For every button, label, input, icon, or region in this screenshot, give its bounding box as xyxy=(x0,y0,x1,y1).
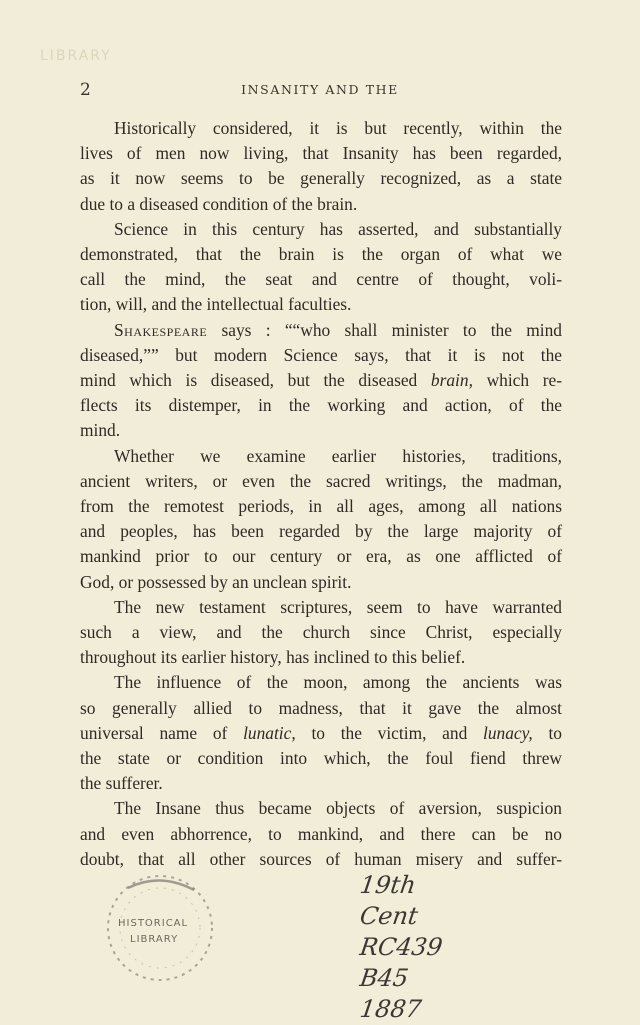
text-run: which re- xyxy=(472,370,562,391)
paragraph-6 xyxy=(80,670,562,796)
shelfmark-line: B45 xyxy=(358,964,411,992)
body-text xyxy=(80,116,562,872)
text-line: so generally allied to madness, that it gave the almost xyxy=(80,697,562,718)
text-line xyxy=(80,368,562,393)
text-line: the sufferer. xyxy=(80,773,163,794)
paragraph-1 xyxy=(80,116,562,217)
text-line: mankind prior to our century or era, as one afflicted of xyxy=(80,546,562,567)
text-line: Whether we examine earlier histories, traditions, xyxy=(114,445,562,466)
text-line: ancient writers, or even the sacred writings, the madman, xyxy=(80,470,562,491)
text-line: the state or condition into which, the foul fiend threw xyxy=(80,748,562,769)
text-line: doubt, that all other sources of human misery and suffer- xyxy=(80,848,562,869)
text-line: and peoples, has been regarded by the large majority of xyxy=(80,521,562,542)
library-stamp xyxy=(98,866,228,994)
text-line: mind. xyxy=(80,420,121,441)
author-name: Shakespeare xyxy=(114,319,208,340)
text-line: demonstrated, that the brain is the organ of what we xyxy=(80,244,562,265)
text-run: to xyxy=(532,722,562,743)
text-line: as it now seems to be generally recognized, as a state xyxy=(80,168,562,189)
text-line: due to a diseased condition of the brain. xyxy=(80,193,358,214)
italic-word: brain, xyxy=(430,370,473,391)
text-line: diseased,”” but modern Science says, that it is not the xyxy=(80,344,562,365)
text-line xyxy=(80,318,562,343)
text-line: The Insane thus became objects of aversion, suspicion xyxy=(114,798,562,819)
text-line xyxy=(80,721,562,746)
paragraph-5 xyxy=(80,595,562,671)
text-run: to the victim, and xyxy=(295,722,483,743)
shelfmark-line: 1887 xyxy=(358,995,424,1023)
text-line: God, or possessed by an unclean spirit. xyxy=(80,571,352,592)
shelfmark-line: RC439 xyxy=(358,933,445,961)
page-header xyxy=(0,80,640,100)
stamp-text-line: LIBRARY xyxy=(130,934,179,945)
text-line: Science in this century has asserted, and substantially xyxy=(114,218,562,239)
text-line: Historically considered, it is but recently, within the xyxy=(114,118,562,138)
running-head: INSANITY AND THE xyxy=(241,82,399,97)
paragraph-4 xyxy=(80,444,562,595)
text-line: flects its distemper, in the working and action, of the xyxy=(80,395,562,416)
text-run: says : ““who shall minister to the mind xyxy=(207,319,562,340)
page-number: 2 xyxy=(80,80,91,100)
text-line: from the remotest periods, in all ages, among all nations xyxy=(80,496,562,517)
italic-word: lunacy, xyxy=(483,722,533,743)
paragraph-2 xyxy=(80,217,562,318)
text-line: and even abhorrence, to mankind, and there can be no xyxy=(80,823,562,844)
text-line: The new testament scriptures, seem to have warranted xyxy=(114,596,562,617)
stamp-text-line: HISTORICAL xyxy=(118,918,189,929)
text-line: The influence of the moon, among the ancients was xyxy=(114,672,562,693)
paragraph-7 xyxy=(80,796,562,872)
text-line: throughout its earlier history, has inclined to this belief. xyxy=(80,647,466,668)
text-run: mind which is diseased, but the diseased xyxy=(80,370,431,391)
text-line: lives of men now living, that Insanity has been regarded, xyxy=(80,143,562,164)
text-line: tion, will, and the intellectual faculties. xyxy=(80,294,352,315)
italic-word: lunatic, xyxy=(243,722,296,743)
handwritten-shelfmark xyxy=(358,870,470,1023)
text-line: call the mind, the seat and centre of thought, voli- xyxy=(80,269,562,290)
text-line: such a view, and the church since Christ, especially xyxy=(80,622,562,643)
text-run: universal name of xyxy=(80,722,244,743)
shelfmark-line: 19th xyxy=(358,871,418,899)
bleed-through-watermark: LIBRARY xyxy=(40,48,112,64)
shelfmark-line: Cent xyxy=(358,902,420,930)
stamp-ring-icon xyxy=(98,866,228,994)
paragraph-3 xyxy=(80,318,562,444)
